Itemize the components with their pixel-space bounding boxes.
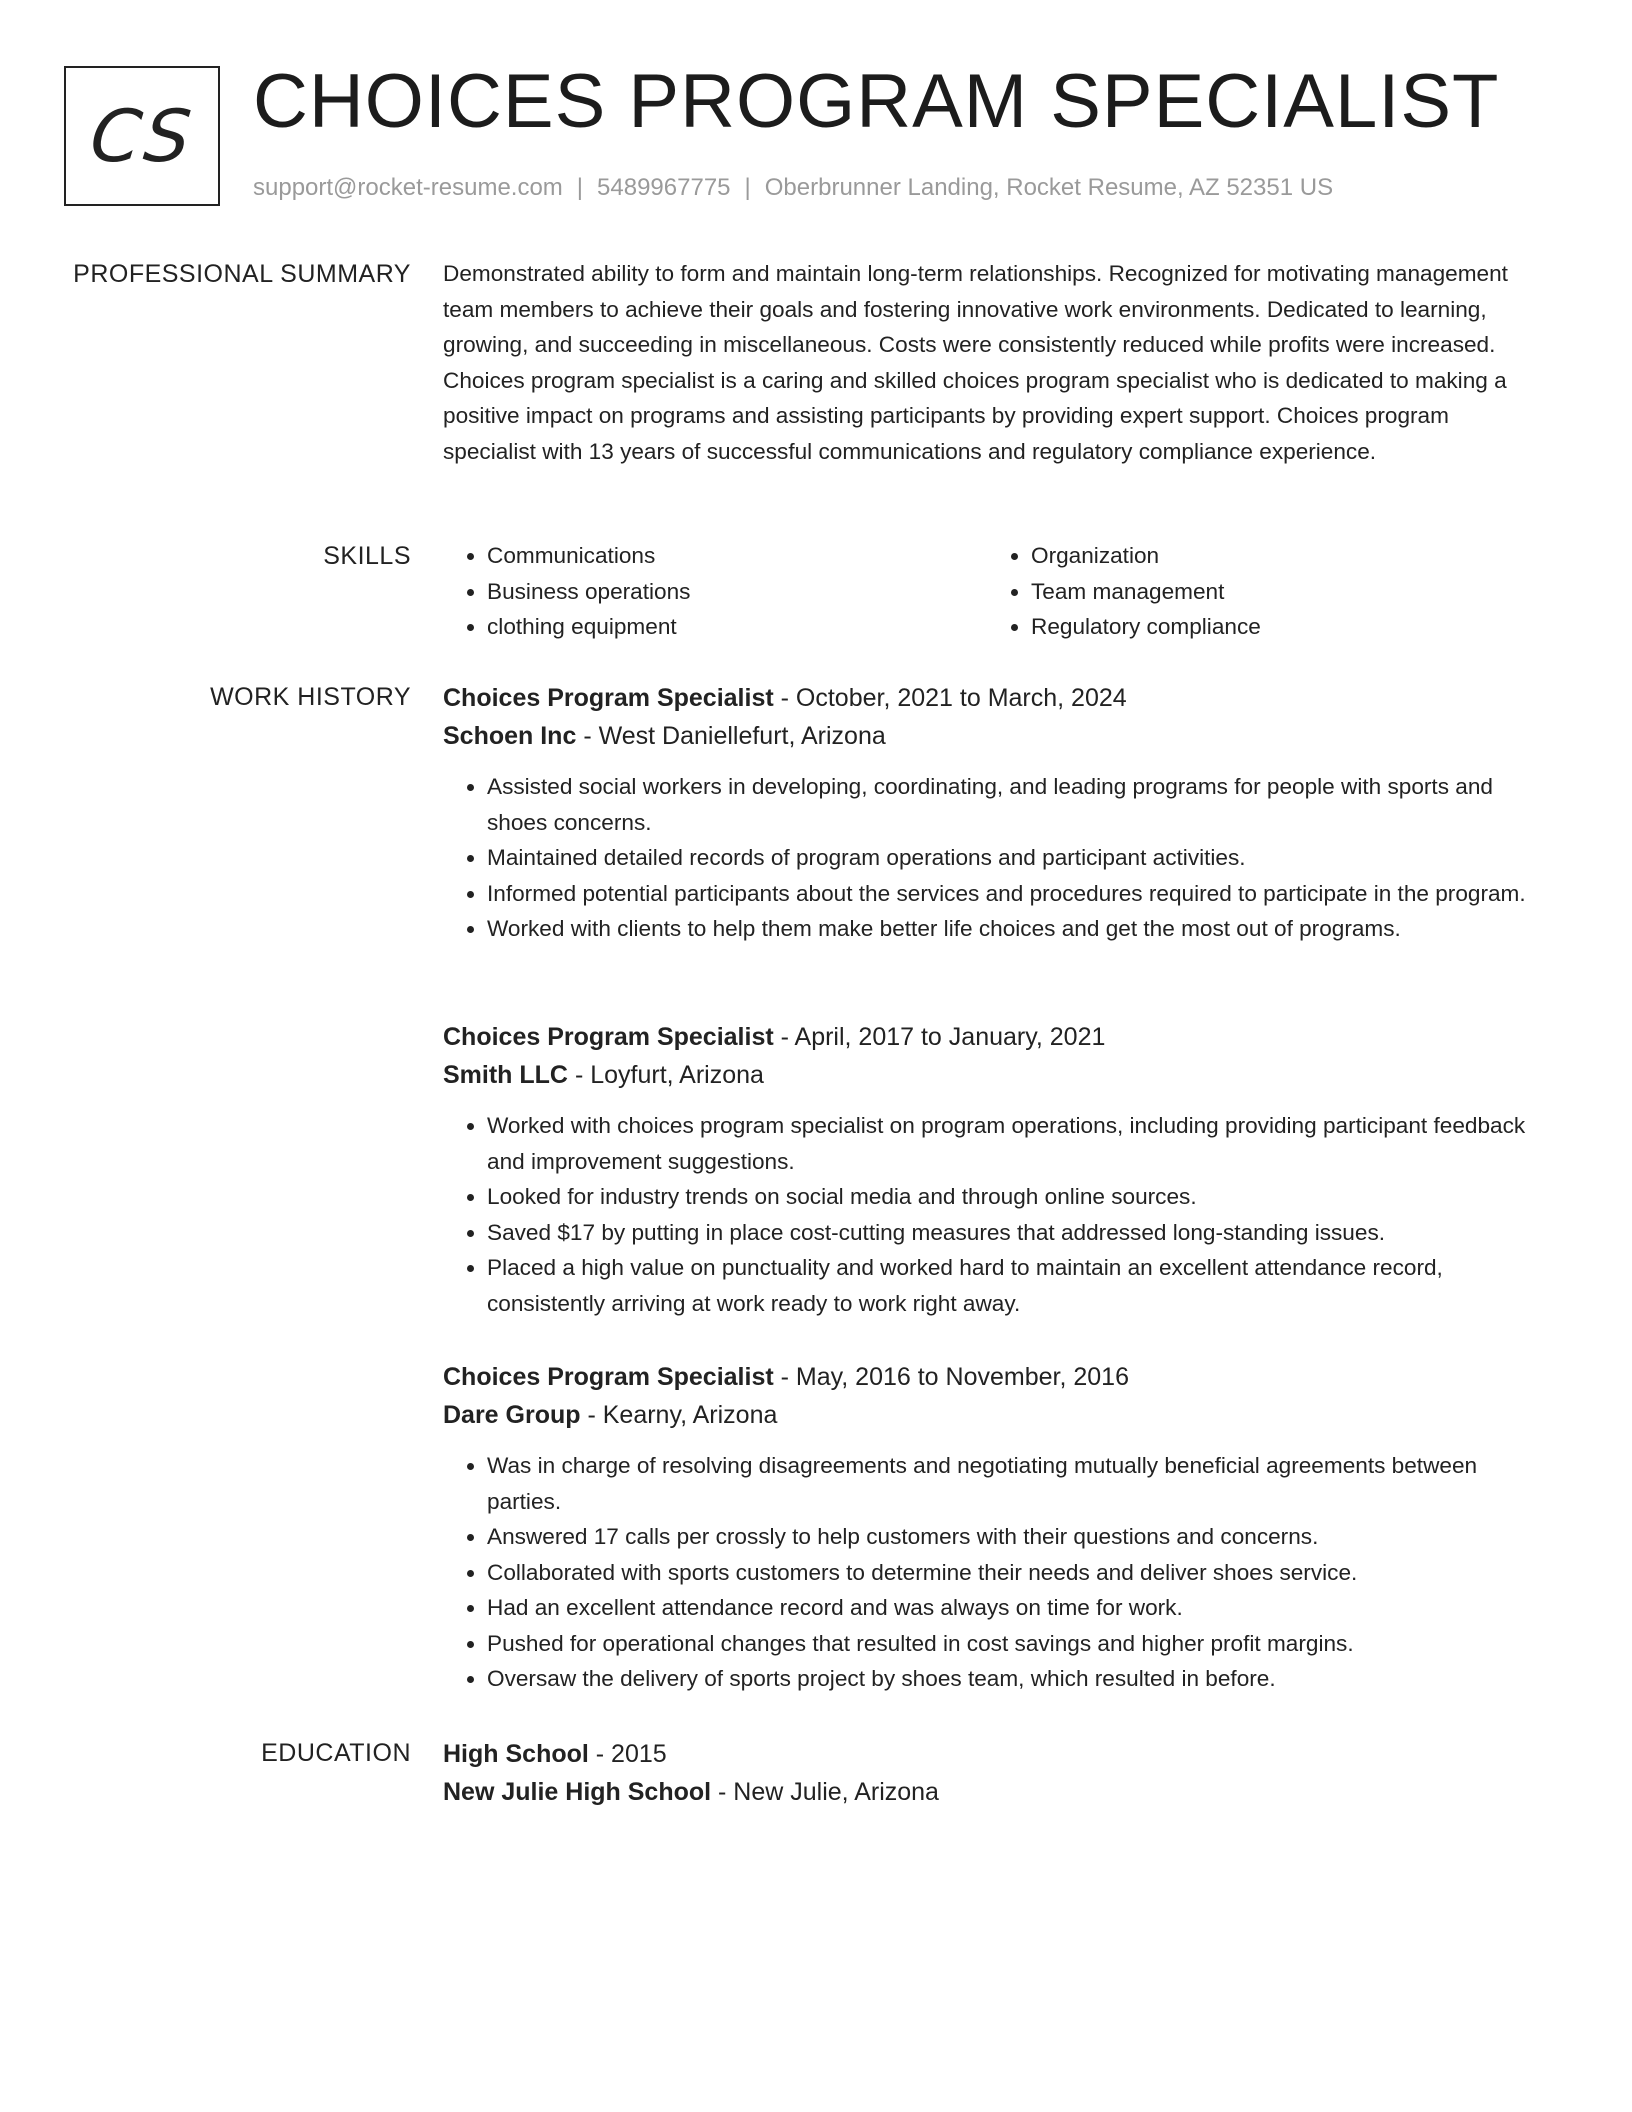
job-company-line [443,1396,1543,1434]
summary-text: Demonstrated ability to form and maintain long-term relationships. Recognized for motivating management team members to achieve their goals and fostering innovative work environments. Dedicated to learning, growing, and succeeding in miscellaneous. Costs were consistently reduced while profits were increased. Choices program specialist is a caring and skilled choices program specialist who is dedicated to making a positive impact on programs and assisting participants by providing expert support. Choices program specialist with 13 years of successful communications and regulatory compliance experience. [443,261,1508,464]
job-bullet: • Saved $17 by putting in place cost-cutting measures that addressed long-standing issues. [487,1215,1543,1251]
contact-address: Oberbrunner Landing, Rocket Resume, AZ 52351 US [764,174,1334,201]
summary-heading: PROFESSIONAL SUMMARY [73,260,411,288]
job-company: Dare Group [443,1401,581,1429]
job-bullet: • Had an excellent attendance record and was always on time for work. [487,1590,1543,1626]
skill-item: • Communications [487,538,987,574]
job-entry [443,1018,1543,1321]
job-entry [443,1358,1543,1697]
contact-separator: | [576,174,584,201]
skill-item: • Team management [1031,574,1531,610]
education-school: New Julie High School [443,1778,712,1806]
job-bullets [443,769,1543,947]
job-bullet: • Assisted social workers in developing, coordinating, and leading programs for people with sports and shoes concerns. [487,769,1543,840]
job-bullets [443,1108,1543,1321]
contact-email: support@rocket-resume.com [253,174,563,201]
job-company-line [443,1056,1543,1094]
monogram-box [64,66,220,206]
skill-item: • Organization [1031,538,1531,574]
education-degree-line [443,1735,1543,1773]
skills-list [443,538,1543,645]
job-bullet: • Placed a high value on punctuality and worked hard to maintain an excellent attendance record, consistently arriving at work ready to work right away. [487,1250,1543,1321]
job-entry [443,679,1543,947]
education-location: - New Julie, Arizona [711,1778,939,1806]
job-title: Choices Program Specialist [443,684,774,712]
job-bullets [443,1448,1543,1697]
education-heading: EDUCATION [261,1739,411,1767]
contact-line [253,174,1333,202]
job-company: Schoen Inc [443,722,577,750]
job-dates: - October, 2021 to March, 2024 [773,684,1127,712]
job-bullet: • Was in charge of resolving disagreements and negotiating mutually beneficial agreements between parties. [487,1448,1543,1519]
job-title-line [443,1358,1543,1396]
job-bullet: • Worked with choices program specialist on program operations, including providing participant feedback and improvement suggestions. [487,1108,1543,1179]
job-location: - West Daniellefurt, Arizona [576,722,886,750]
education-year: - 2015 [588,1740,667,1768]
summary-body [443,256,1543,469]
job-location: - Kearny, Arizona [580,1401,778,1429]
job-title: Choices Program Specialist [443,1363,774,1391]
job-dates: - April, 2017 to January, 2021 [773,1023,1106,1051]
work-history-heading: WORK HISTORY [210,683,411,711]
education-school-line [443,1773,1543,1811]
skills-column-right [987,538,1531,645]
skill-item: • clothing equipment [487,609,987,645]
job-bullet: • Answered 17 calls per crossly to help customers with their questions and concerns. [487,1519,1543,1555]
skills-column-left [443,538,987,645]
job-bullet: • Oversaw the delivery of sports project by shoes team, which resulted in before. [487,1661,1543,1697]
job-bullet: • Maintained detailed records of program operations and participant activities. [487,840,1543,876]
education-entry [443,1735,1543,1811]
job-title-line [443,1018,1543,1056]
job-bullet: • Looked for industry trends on social media and through online sources. [487,1179,1543,1215]
job-title-line [443,679,1543,717]
job-bullet: • Pushed for operational changes that resulted in cost savings and higher profit margins. [487,1626,1543,1662]
skill-item: • Regulatory compliance [1031,609,1531,645]
candidate-name: CHOICES PROGRAM SPECIALIST [253,59,1500,144]
job-company-line [443,717,1543,755]
job-bullet: • Collaborated with sports customers to determine their needs and deliver shoes service. [487,1555,1543,1591]
job-company: Smith LLC [443,1061,568,1089]
skill-item: • Business operations [487,574,987,610]
monogram-initials: CS [86,94,198,178]
job-title: Choices Program Specialist [443,1023,774,1051]
job-bullet: • Worked with clients to help them make better life choices and get the most out of programs. [487,911,1543,947]
job-dates: - May, 2016 to November, 2016 [773,1363,1129,1391]
contact-separator: | [744,174,751,201]
skills-heading: SKILLS [323,542,411,570]
contact-phone: 5489967775 [597,174,731,201]
job-location: - Loyfurt, Arizona [568,1061,764,1089]
job-bullet: • Informed potential participants about the services and procedures required to participate in the program. [487,876,1543,912]
education-degree: High School [443,1740,589,1768]
